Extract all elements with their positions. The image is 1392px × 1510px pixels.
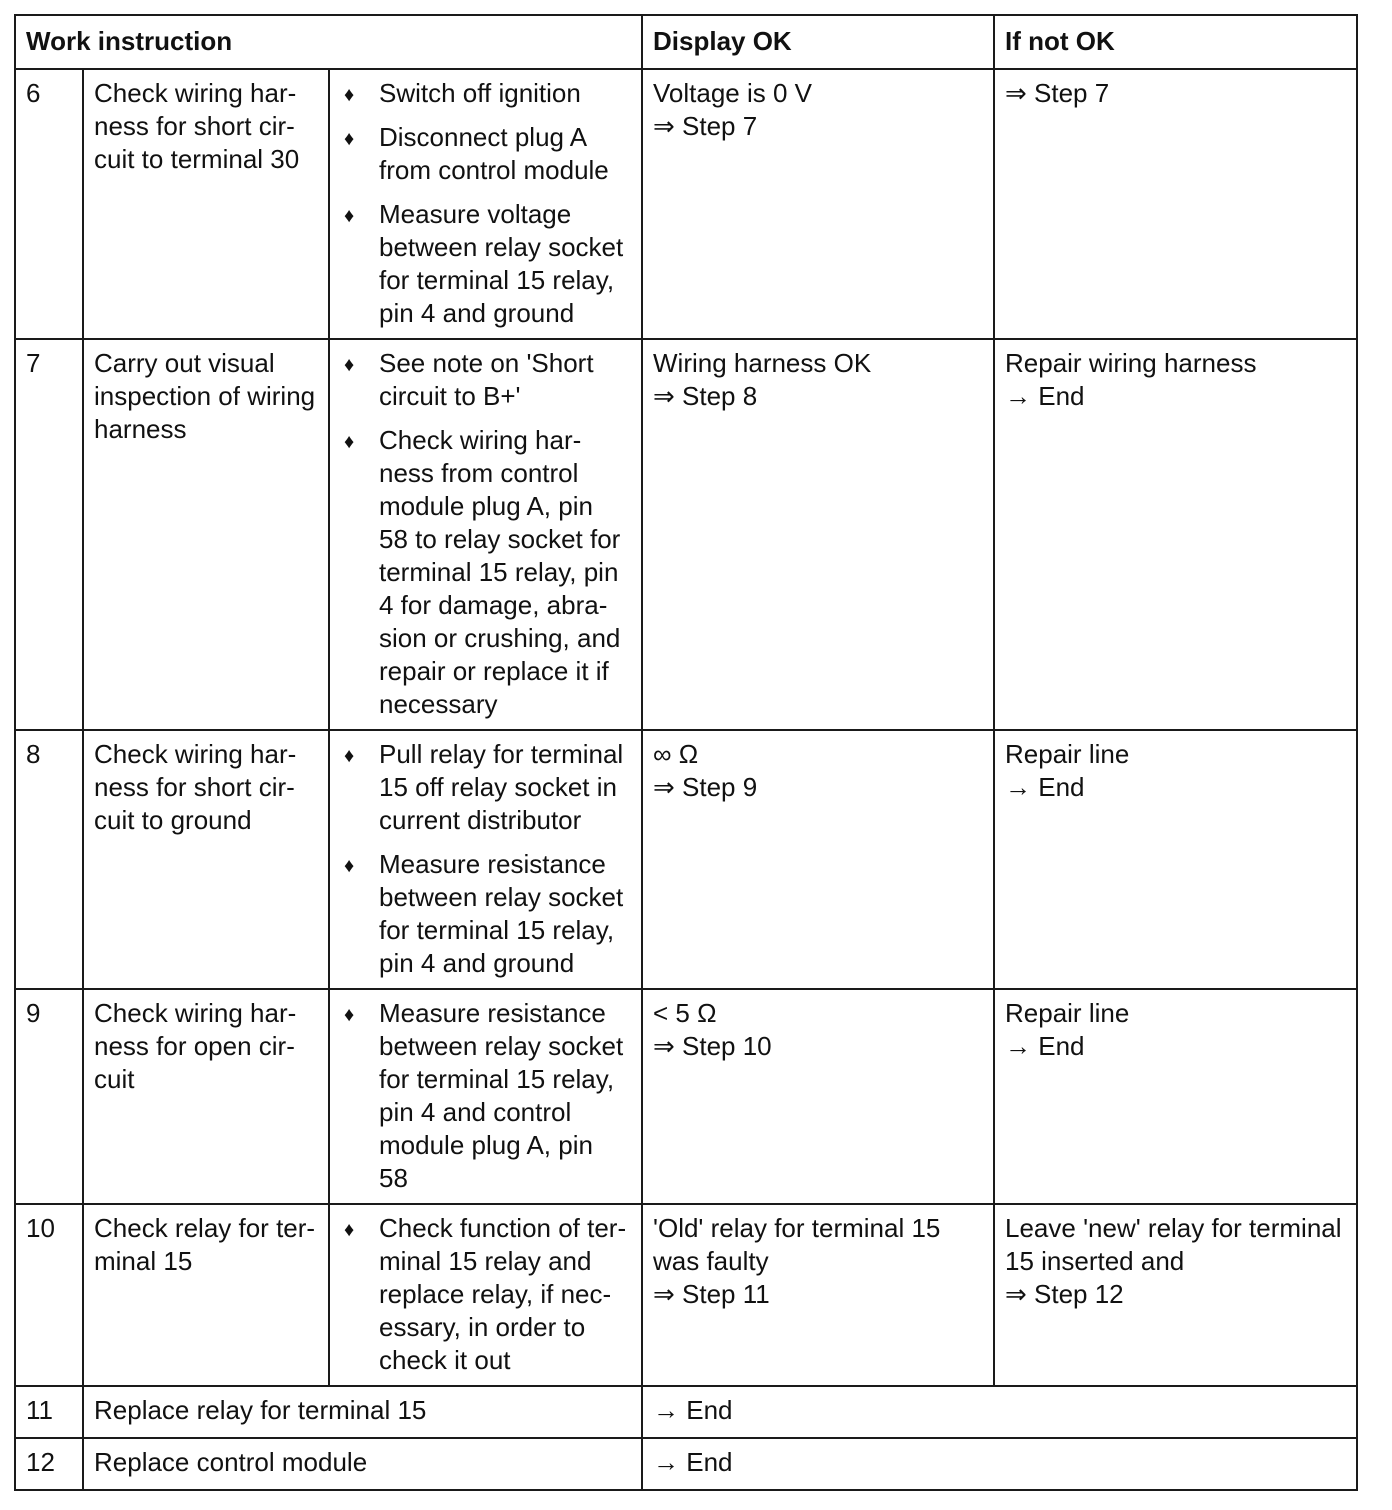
action-item: [340, 424, 631, 721]
instruction-cell: [83, 1204, 329, 1386]
table-body: [15, 69, 1357, 1490]
action-list: [340, 1212, 631, 1377]
action-line: module plug A, pin: [379, 1130, 593, 1160]
actions-cell: [329, 69, 642, 339]
display-ok-line: Voltage is 0 V: [653, 78, 812, 108]
step-number: 11: [15, 1386, 83, 1438]
action-line: pin 4 and ground: [379, 948, 575, 978]
header-display-ok: Display OK: [642, 15, 994, 69]
display-ok-line: was faulty: [653, 1246, 769, 1276]
action-item: [340, 198, 631, 330]
table-row: [15, 1204, 1357, 1386]
action-line: essary, in order to: [379, 1312, 586, 1342]
action-line: necessary: [379, 689, 498, 719]
action-line: Measure resistance: [379, 998, 606, 1028]
instruction-line: cuit to ground: [94, 805, 252, 835]
header-work-instruction: Work instruction: [15, 15, 642, 69]
display-ok-cell: [642, 989, 994, 1204]
table-row: [15, 989, 1357, 1204]
display-ok-cell: [642, 1204, 994, 1386]
action-item: [340, 848, 631, 980]
action-line: check it out: [379, 1345, 511, 1375]
action-line: for terminal 15 relay,: [379, 265, 615, 295]
action-line: 58: [379, 1163, 408, 1193]
if-not-ok-cell: [994, 339, 1357, 730]
action-line: Switch off ignition: [379, 78, 581, 108]
instruction-line: Check wiring har-: [94, 78, 297, 108]
actions-cell: [329, 1204, 642, 1386]
if-not-ok-cell: [994, 69, 1357, 339]
action-line: circuit to B+': [379, 381, 521, 411]
diamond-bullet-icon: ♦: [344, 205, 355, 227]
action-line: minal 15 relay and: [379, 1246, 592, 1276]
instruction-line: harness: [94, 414, 187, 444]
action-line: terminal 15 relay, pin: [379, 557, 619, 587]
instruction-cell: [83, 69, 329, 339]
if-not-ok-line: Repair line: [1005, 998, 1130, 1028]
table-row: [15, 339, 1357, 730]
action-line: Check function of ter-: [379, 1213, 627, 1243]
instruction-line: cuit to terminal 30: [94, 144, 300, 174]
action-line: See note on 'Short: [379, 348, 594, 378]
action-line: for terminal 15 relay,: [379, 915, 615, 945]
if-not-ok-line: Repair wiring harness: [1005, 348, 1257, 378]
result-cell: → End: [642, 1438, 1357, 1490]
step-number: 12: [15, 1438, 83, 1490]
instruction-line: Carry out visual: [94, 348, 275, 378]
action-line: Check wiring har-: [379, 425, 582, 455]
action-item: [340, 738, 631, 837]
action-list: [340, 997, 631, 1195]
if-not-ok-cell: [994, 730, 1357, 989]
action-line: current distributor: [379, 805, 582, 835]
instruction-cell: Replace relay for terminal 15: [83, 1386, 642, 1438]
action-line: pin 4 and control: [379, 1097, 572, 1127]
action-line: ness from control: [379, 458, 579, 488]
display-ok-line: ⇒ Step 11: [653, 1279, 770, 1309]
actions-cell: [329, 339, 642, 730]
action-line: for terminal 15 relay,: [379, 1064, 615, 1094]
if-not-ok-line: ⇒ Step 12: [1005, 1279, 1124, 1309]
diamond-bullet-icon: ♦: [344, 128, 355, 150]
display-ok-line: ⇒ Step 10: [653, 1031, 772, 1061]
instruction-line: Check wiring har-: [94, 739, 297, 769]
diamond-bullet-icon: ♦: [344, 1219, 355, 1241]
display-ok-line: ⇒ Step 7: [653, 111, 758, 141]
action-line: between relay socket: [379, 1031, 624, 1061]
if-not-ok-line: Leave 'new' relay for terminal: [1005, 1213, 1342, 1243]
display-ok-cell: [642, 69, 994, 339]
if-not-ok-cell: [994, 1204, 1357, 1386]
action-line: repair or replace it if: [379, 656, 609, 686]
action-list: [340, 738, 631, 980]
instruction-line: inspection of wiring: [94, 381, 316, 411]
diamond-bullet-icon: ♦: [344, 1004, 355, 1026]
action-line: between relay socket: [379, 882, 624, 912]
instruction-cell: Replace control module: [83, 1438, 642, 1490]
diamond-bullet-icon: ♦: [344, 855, 355, 877]
action-item: [340, 77, 631, 110]
work-instruction-table: [14, 14, 1358, 1491]
instruction-line: Check wiring har-: [94, 998, 297, 1028]
action-line: 15 off relay socket in: [379, 772, 617, 802]
action-item: [340, 347, 631, 413]
diamond-bullet-icon: ♦: [344, 745, 355, 767]
table-row: [15, 1438, 1357, 1490]
action-line: module plug A, pin: [379, 491, 593, 521]
display-ok-cell: [642, 730, 994, 989]
action-line: pin 4 and ground: [379, 298, 575, 328]
instruction-cell: [83, 339, 329, 730]
action-line: 58 to relay socket for: [379, 524, 621, 554]
if-not-ok-line: → End: [1005, 1031, 1085, 1061]
if-not-ok-line: Repair line: [1005, 739, 1130, 769]
actions-cell: [329, 989, 642, 1204]
if-not-ok-line: ⇒ Step 7: [1005, 78, 1110, 108]
display-ok-cell: [642, 339, 994, 730]
instruction-cell: [83, 989, 329, 1204]
step-number: 10: [15, 1204, 83, 1386]
action-line: replace relay, if nec-: [379, 1279, 612, 1309]
instruction-line: ness for open cir-: [94, 1031, 295, 1061]
if-not-ok-cell: [994, 989, 1357, 1204]
display-ok-line: < 5 Ω: [653, 998, 717, 1028]
action-line: Disconnect plug A: [379, 122, 588, 152]
instruction-cell: [83, 730, 329, 989]
diamond-bullet-icon: ♦: [344, 84, 355, 106]
step-number: 9: [15, 989, 83, 1204]
action-line: 4 for damage, abra-: [379, 590, 608, 620]
action-line: Measure voltage: [379, 199, 572, 229]
if-not-ok-line: → End: [1005, 381, 1085, 411]
action-line: from control module: [379, 155, 609, 185]
step-number: 7: [15, 339, 83, 730]
if-not-ok-line: 15 inserted and: [1005, 1246, 1185, 1276]
step-number: 6: [15, 69, 83, 339]
action-line: Measure resistance: [379, 849, 606, 879]
table-header-row: [15, 15, 1357, 69]
action-list: [340, 77, 631, 330]
action-item: [340, 121, 631, 187]
result-cell: → End: [642, 1386, 1357, 1438]
action-item: [340, 1212, 631, 1377]
action-item: [340, 997, 631, 1195]
instruction-line: ness for short cir-: [94, 111, 295, 141]
actions-cell: [329, 730, 642, 989]
table-row: [15, 1386, 1357, 1438]
action-line: Pull relay for terminal: [379, 739, 624, 769]
instruction-line: minal 15: [94, 1246, 193, 1276]
action-line: sion or crushing, and: [379, 623, 621, 653]
display-ok-line: ∞ Ω: [653, 739, 699, 769]
display-ok-line: 'Old' relay for terminal 15: [653, 1213, 941, 1243]
header-if-not-ok: If not OK: [994, 15, 1357, 69]
action-line: between relay socket: [379, 232, 624, 262]
display-ok-line: Wiring harness OK: [653, 348, 872, 378]
if-not-ok-line: → End: [1005, 772, 1085, 802]
instruction-line: Check relay for ter-: [94, 1213, 316, 1243]
action-list: [340, 347, 631, 721]
diamond-bullet-icon: ♦: [344, 354, 355, 376]
table-row: [15, 69, 1357, 339]
instruction-line: ness for short cir-: [94, 772, 295, 802]
step-number: 8: [15, 730, 83, 989]
display-ok-line: ⇒ Step 9: [653, 772, 758, 802]
display-ok-line: ⇒ Step 8: [653, 381, 758, 411]
table-row: [15, 730, 1357, 989]
diamond-bullet-icon: ♦: [344, 431, 355, 453]
instruction-line: cuit: [94, 1064, 135, 1094]
